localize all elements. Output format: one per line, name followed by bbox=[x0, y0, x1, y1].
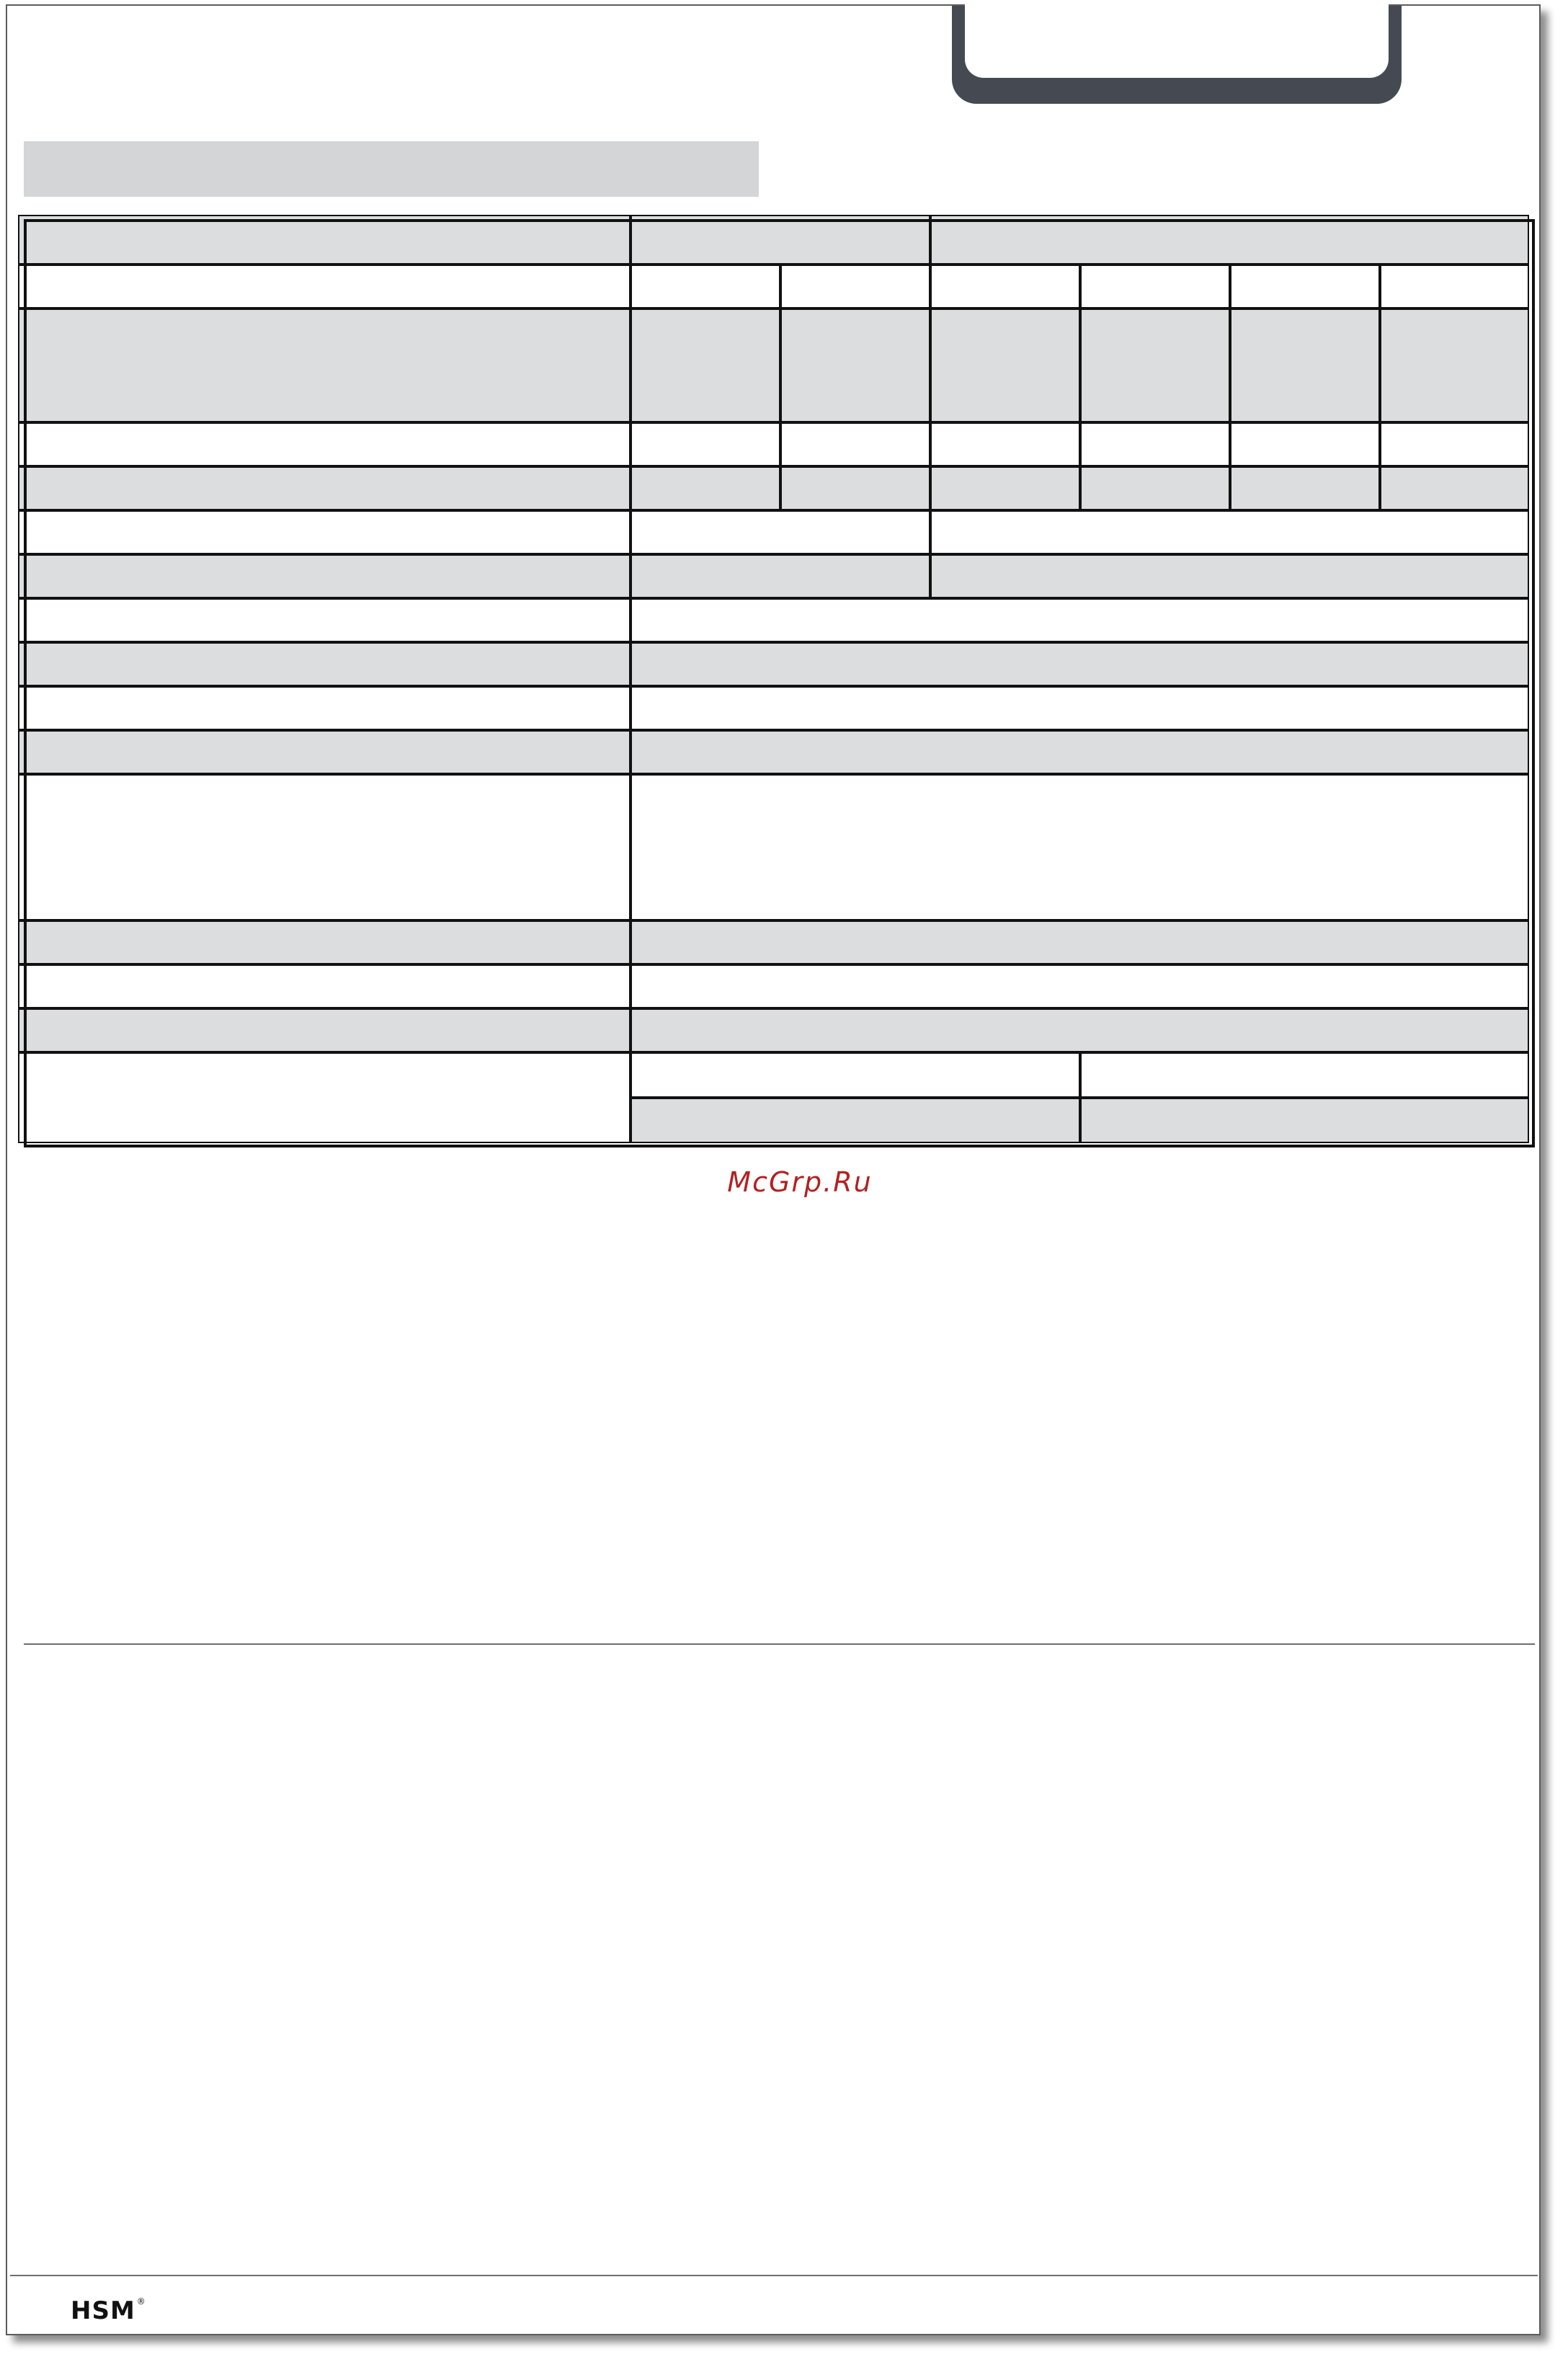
document-page bbox=[6, 4, 1541, 2335]
footer-divider bbox=[10, 2275, 1538, 2276]
table-row-label bbox=[18, 598, 631, 642]
table-cell bbox=[631, 510, 930, 554]
table-cell bbox=[631, 215, 930, 265]
table-cell bbox=[930, 308, 1080, 422]
table-cell bbox=[1080, 422, 1230, 466]
table-cell bbox=[631, 642, 1529, 686]
table-row-label bbox=[18, 510, 631, 554]
table-cell bbox=[1230, 308, 1380, 422]
table-cell bbox=[780, 466, 930, 510]
table-cell bbox=[1080, 1052, 1529, 1098]
table-cell bbox=[1080, 265, 1230, 308]
table-cell bbox=[1380, 265, 1529, 308]
table-cell bbox=[930, 466, 1080, 510]
table-row-label bbox=[18, 308, 631, 422]
table-cell bbox=[1080, 308, 1230, 422]
table-cell bbox=[930, 265, 1080, 308]
table-row-label bbox=[18, 466, 631, 510]
table-cell bbox=[631, 554, 930, 598]
table-cell bbox=[631, 730, 1529, 774]
table-cell bbox=[930, 422, 1080, 466]
table-row-label bbox=[18, 1052, 631, 1143]
table-cell bbox=[631, 1008, 1529, 1052]
table-cell bbox=[930, 215, 1529, 265]
table-cell bbox=[1380, 422, 1529, 466]
section-divider bbox=[24, 1643, 1535, 1645]
table-row-label bbox=[18, 215, 631, 265]
table-row-label bbox=[18, 554, 631, 598]
table-row-label bbox=[18, 265, 631, 308]
table-cell bbox=[780, 422, 930, 466]
table-row-label bbox=[18, 642, 631, 686]
table-cell bbox=[1080, 1098, 1529, 1143]
table-cell bbox=[631, 686, 1529, 730]
table-cell bbox=[631, 422, 780, 466]
table-cell bbox=[930, 554, 1529, 598]
section-title-bar bbox=[24, 141, 759, 197]
table-cell bbox=[631, 964, 1529, 1008]
registered-mark: ® bbox=[136, 2296, 146, 2306]
table-cell bbox=[1230, 265, 1380, 308]
table-cell bbox=[780, 308, 930, 422]
table-cell bbox=[1380, 466, 1529, 510]
table-cell bbox=[631, 598, 1529, 642]
table-cell bbox=[631, 920, 1529, 964]
table-row-label bbox=[18, 964, 631, 1008]
table-row-label bbox=[18, 774, 631, 920]
table-cell bbox=[930, 510, 1529, 554]
table-cell bbox=[631, 466, 780, 510]
table-cell bbox=[1080, 466, 1230, 510]
table-row-label bbox=[18, 422, 631, 466]
table-row-label bbox=[18, 730, 631, 774]
table-row-label bbox=[18, 1008, 631, 1052]
table-cell bbox=[631, 265, 780, 308]
table-cell bbox=[1380, 308, 1529, 422]
hsm-logo: HSM ® bbox=[71, 2296, 146, 2325]
table-row-label bbox=[18, 686, 631, 730]
section-tab bbox=[952, 6, 1402, 104]
table-cell bbox=[780, 265, 930, 308]
watermark: McGrp.Ru bbox=[727, 1166, 873, 1198]
table-cell bbox=[631, 1098, 1080, 1143]
table-cell bbox=[1230, 466, 1380, 510]
table-cell bbox=[631, 308, 780, 422]
table-cell bbox=[631, 1052, 1080, 1098]
table-cell bbox=[1230, 422, 1380, 466]
table-row-label bbox=[18, 920, 631, 964]
table-cell bbox=[631, 774, 1529, 920]
